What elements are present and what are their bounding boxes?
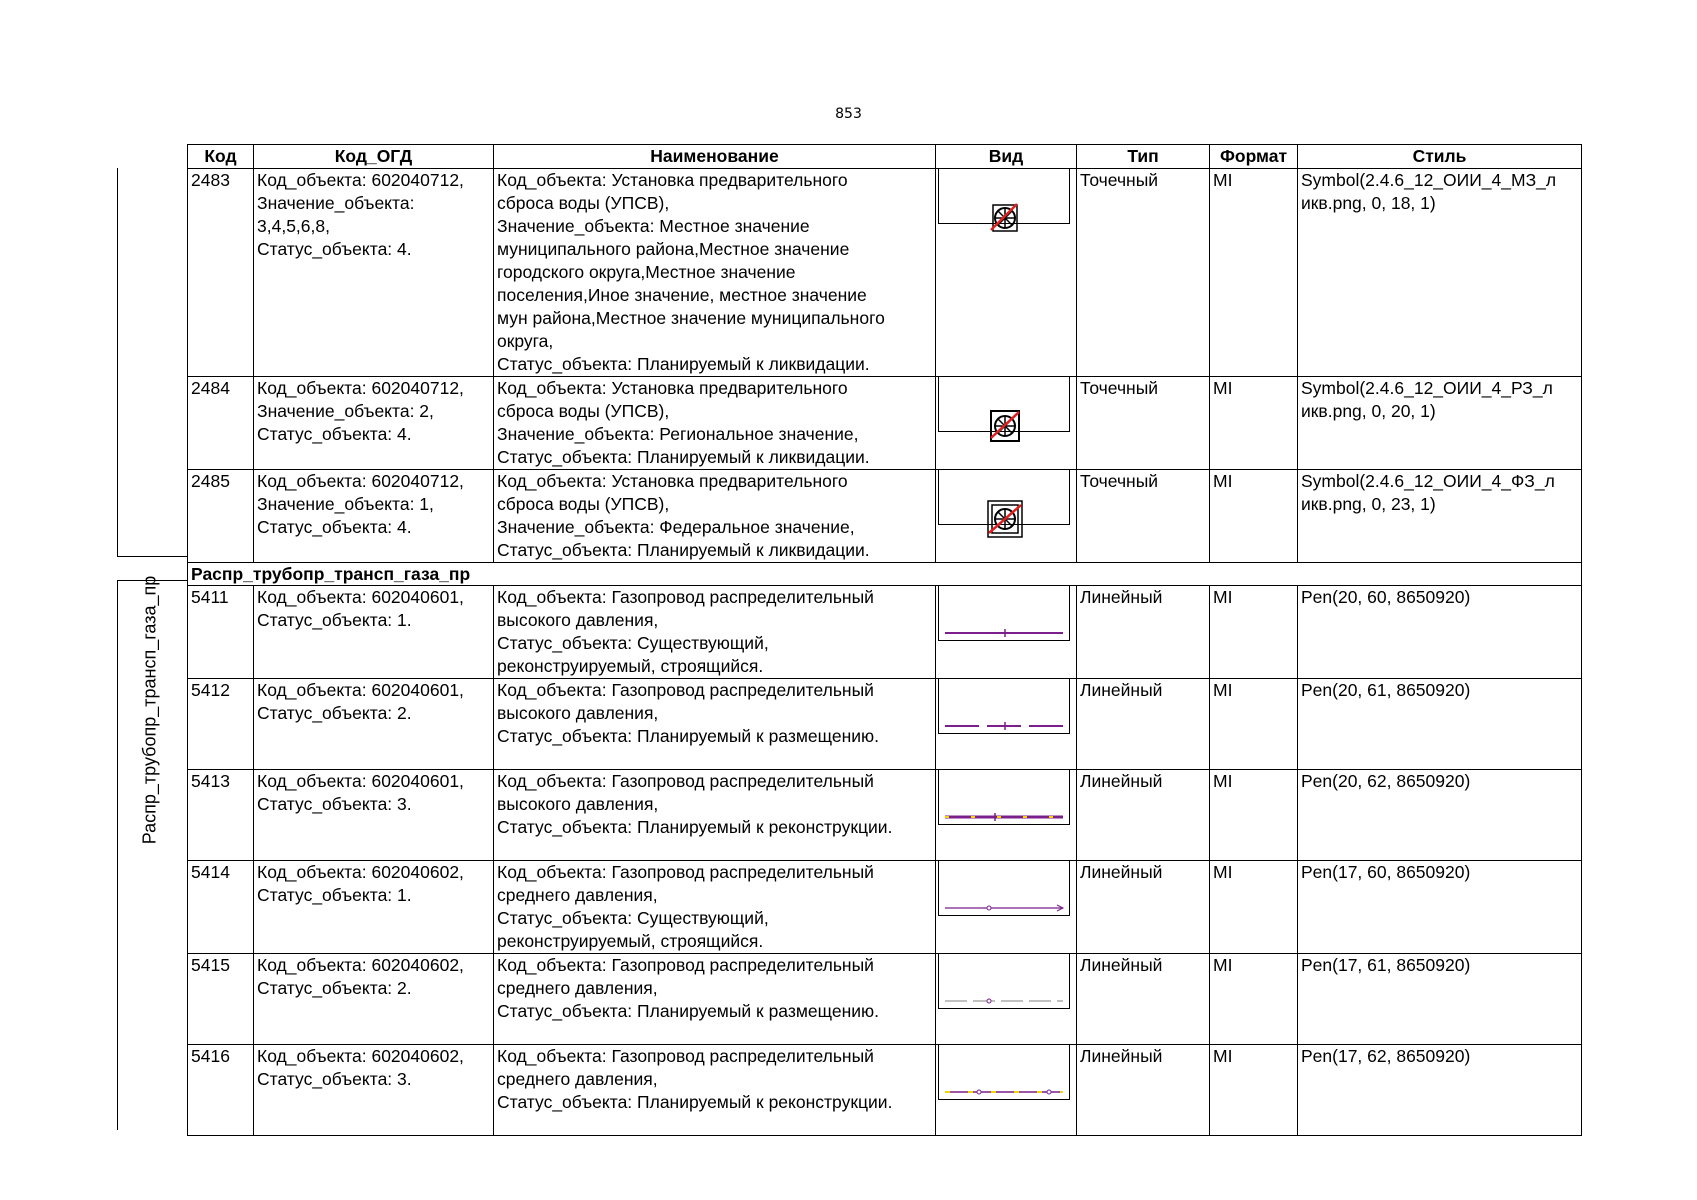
cell-view [936, 861, 1077, 954]
group-heading: Распр_трубопр_трансп_газа_пр [188, 563, 1582, 586]
cell-ogd: Код_объекта: 602040601, Статус_объекта: 3. [254, 770, 494, 861]
cell-type: Линейный [1077, 954, 1210, 1045]
cell-code: 5415 [188, 954, 254, 1045]
header-view: Вид [936, 145, 1077, 169]
cell-view [936, 770, 1077, 861]
cell-code: 5411 [188, 586, 254, 679]
gas-pipeline-thin-line-icon [938, 861, 1070, 916]
upsv-symbol-rz-icon [938, 377, 1070, 432]
cell-code: 2484 [188, 377, 254, 470]
cell-style: Pen(20, 62, 8650920) [1298, 770, 1582, 861]
table-row [188, 377, 1582, 470]
cell-name: Код_объекта: Газопровод распределительный среднего давления, Статус_объекта: Планируемый к размещению. [494, 954, 936, 1045]
header-type: Тип [1077, 145, 1210, 169]
cell-ogd: Код_объекта: 602040712, Значение_объекта: 3,4,5,6,8, Статус_объекта: 4. [254, 169, 494, 377]
cell-format: MI [1210, 169, 1298, 377]
table-row [188, 770, 1582, 861]
gas-pipeline-thin-yellow-line-icon [938, 1045, 1070, 1100]
cell-ogd: Код_объекта: 602040712, Значение_объекта: 2, Статус_объекта: 4. [254, 377, 494, 470]
cell-code: 5414 [188, 861, 254, 954]
cell-name: Код_объекта: Газопровод распределительный среднего давления, Статус_объекта: Существующий, реконструируемый, строящийся. [494, 861, 936, 954]
cell-style: Pen(17, 62, 8650920) [1298, 1045, 1582, 1136]
cell-name: Код_объекта: Газопровод распределительный высокого давления, Статус_объекта: Планируемый к реконструкции. [494, 770, 936, 861]
upsv-symbol-fz-icon [938, 470, 1070, 525]
cell-type: Точечный [1077, 470, 1210, 563]
header-code: Код [188, 145, 254, 169]
table-row [188, 169, 1582, 377]
cell-code: 5416 [188, 1045, 254, 1136]
cell-view [936, 470, 1077, 563]
page-number: 853 [835, 106, 862, 122]
cell-ogd: Код_объекта: 602040601, Статус_объекта: 2. [254, 679, 494, 770]
cell-name: Код_объекта: Газопровод распределительный высокого давления, Статус_объекта: Существующий, реконструируемый, строящийся. [494, 586, 936, 679]
table-row [188, 679, 1582, 770]
cell-ogd: Код_объекта: 602040602, Статус_объекта: 1. [254, 861, 494, 954]
group-side-frame-top [117, 168, 188, 557]
cell-ogd: Код_объекта: 602040602, Статус_объекта: 2. [254, 954, 494, 1045]
cell-format: MI [1210, 470, 1298, 563]
cell-style: Symbol(2.4.6_12_ОИИ_4_ФЗ_л икв.png, 0, 23, 1) [1298, 470, 1582, 563]
group-heading-row [188, 563, 1582, 586]
table-header-row [188, 145, 1582, 169]
cell-view [936, 586, 1077, 679]
cell-code: 2485 [188, 470, 254, 563]
cell-format: MI [1210, 770, 1298, 861]
cell-code: 5412 [188, 679, 254, 770]
header-ogd-code: Код_ОГД [254, 145, 494, 169]
symbol-register-table [187, 144, 1582, 1136]
cell-type: Линейный [1077, 770, 1210, 861]
cell-name: Код_объекта: Установка предварительного сброса воды (УПСВ), Значение_объекта: Федеральное значение, Статус_объекта: Планируемый к ликвидации. [494, 470, 936, 563]
cell-format: MI [1210, 377, 1298, 470]
cell-format: MI [1210, 861, 1298, 954]
cell-view [936, 169, 1077, 377]
cell-view [936, 679, 1077, 770]
cell-format: MI [1210, 586, 1298, 679]
cell-type: Линейный [1077, 679, 1210, 770]
table-row [188, 1045, 1582, 1136]
gas-pipeline-solid-line-icon [938, 586, 1070, 641]
cell-name: Код_объекта: Газопровод распределительный среднего давления, Статус_объекта: Планируемый к реконструкции. [494, 1045, 936, 1136]
side-group-label: Распр_трубопр_трансп_газа_пр [139, 575, 160, 845]
cell-name: Код_объекта: Газопровод распределительный высокого давления, Статус_объекта: Планируемый к размещению. [494, 679, 936, 770]
cell-style: Symbol(2.4.6_12_ОИИ_4_МЗ_л икв.png, 0, 18, 1) [1298, 169, 1582, 377]
cell-ogd: Код_объекта: 602040602, Статус_объекта: 3. [254, 1045, 494, 1136]
header-format: Формат [1210, 145, 1298, 169]
cell-format: MI [1210, 679, 1298, 770]
cell-style: Pen(17, 61, 8650920) [1298, 954, 1582, 1045]
cell-code: 5413 [188, 770, 254, 861]
cell-name: Код_объекта: Установка предварительного сброса воды (УПСВ), Значение_объекта: Региональное значение, Статус_объекта: Планируемый к ликвидации. [494, 377, 936, 470]
table-row [188, 861, 1582, 954]
upsv-symbol-mz-icon [938, 169, 1070, 224]
cell-ogd: Код_объекта: 602040601, Статус_объекта: 1. [254, 586, 494, 679]
cell-type: Точечный [1077, 169, 1210, 377]
cell-style: Pen(17, 60, 8650920) [1298, 861, 1582, 954]
cell-type: Точечный [1077, 377, 1210, 470]
cell-view [936, 377, 1077, 470]
cell-view [936, 954, 1077, 1045]
cell-format: MI [1210, 954, 1298, 1045]
gas-pipeline-yellow-line-icon [938, 770, 1070, 825]
gas-pipeline-thin-dashed-line-icon [938, 954, 1070, 1009]
cell-style: Pen(20, 60, 8650920) [1298, 586, 1582, 679]
header-name: Наименование [494, 145, 936, 169]
cell-type: Линейный [1077, 586, 1210, 679]
table-row [188, 470, 1582, 563]
gas-pipeline-dashed-line-icon [938, 679, 1070, 734]
cell-format: MI [1210, 1045, 1298, 1136]
cell-name: Код_объекта: Установка предварительного сброса воды (УПСВ), Значение_объекта: Местное значение муниципального района,Местное значение городского округа,Местное значение поселения,Иное значение, местное значение мун района,Местное значение муниципального округа, Статус_объекта: Планируемый к ликвидации. [494, 169, 936, 377]
cell-style: Symbol(2.4.6_12_ОИИ_4_РЗ_л икв.png, 0, 20, 1) [1298, 377, 1582, 470]
table-row [188, 586, 1582, 679]
cell-type: Линейный [1077, 861, 1210, 954]
cell-view [936, 1045, 1077, 1136]
cell-type: Линейный [1077, 1045, 1210, 1136]
cell-code: 2483 [188, 169, 254, 377]
cell-style: Pen(20, 61, 8650920) [1298, 679, 1582, 770]
cell-ogd: Код_объекта: 602040712, Значение_объекта: 1, Статус_объекта: 4. [254, 470, 494, 563]
header-style: Стиль [1298, 145, 1582, 169]
table-row [188, 954, 1582, 1045]
